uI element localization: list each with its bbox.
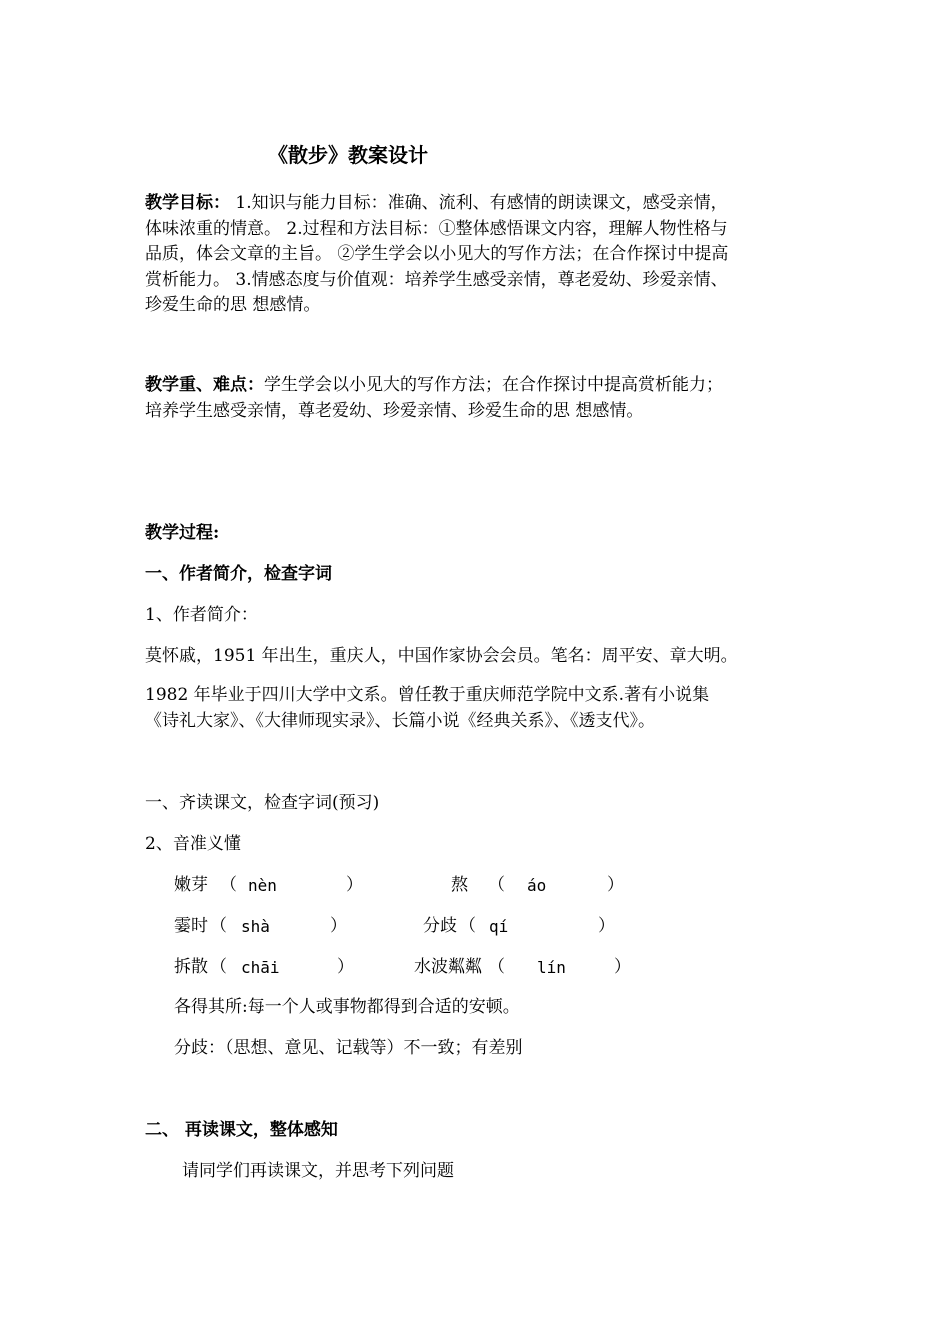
- vocab-paren-open: （: [488, 957, 505, 977]
- objectives-line: 1.知识与能力目标：准确、流利、有感情的朗读课文，感受亲情，: [230, 193, 728, 213]
- vocab-paren-open: （: [220, 875, 237, 895]
- keypoints-line: 学生学会以小见大的写作方法；在合作探讨中提高赏析能力；: [264, 375, 723, 395]
- key-difficult-points: [145, 373, 815, 424]
- vocab-paren-close: ）: [330, 916, 347, 936]
- vocab-word: 熬: [451, 875, 468, 895]
- vocab-pinyin: shà: [241, 917, 270, 936]
- objectives-line: 品质，体会文章的主旨。 ②学生学会以小见大的写作方法；在合作探讨中提高: [145, 244, 729, 264]
- page-title: 《散步》教案设计: [268, 143, 428, 167]
- vocab-word: 分歧: [423, 916, 457, 936]
- definition-1: 各得其所:每一个人或事物都得到合适的安顿。: [174, 997, 520, 1017]
- process-label: 教学过程:: [145, 523, 220, 543]
- vocab-paren-close: ）: [614, 957, 631, 977]
- author-career: 1982 年毕业于四川大学中文系。曾任教于重庆师范学院中文系.著有小说集 《诗礼大家》、《大律师现实录》、长篇小说《经典关系》、《透支代》。: [145, 685, 710, 731]
- objectives-line: 珍爱生命的思 想感情。: [145, 295, 321, 315]
- section2-heading: 二、 再读课文，整体感知: [145, 1120, 338, 1140]
- vocab-word: 拆散: [174, 957, 208, 977]
- read-heading: 一、齐读课文，检查字词(预习): [145, 793, 380, 813]
- vocab-pinyin: nèn: [248, 876, 277, 895]
- objectives-line: 体味浓重的情意。 2.过程和方法目标：①整体感悟课文内容，理解人物性格与: [145, 218, 728, 239]
- vocab-paren-close: ）: [598, 916, 615, 936]
- vocab-paren-close: ）: [346, 875, 363, 895]
- keypoints-label: 教学重、难点：: [145, 375, 264, 395]
- vocab-pinyin: qí: [489, 917, 509, 936]
- objectives-label: 教学目标：: [145, 193, 230, 213]
- section1-sub: 1、作者简介：: [145, 605, 258, 625]
- vocab-paren-open: （: [210, 916, 227, 936]
- vocab-word: 嫩芽: [174, 875, 208, 895]
- vocab-pinyin: lín: [537, 958, 566, 977]
- vocab-pinyin: chāi: [241, 958, 280, 977]
- vocab-paren-open: （: [210, 957, 227, 977]
- author-bio: 莫怀戚，1951 年出生，重庆人，中国作家协会会员。笔名：周平安、章大明。: [145, 646, 738, 666]
- teaching-objectives: [145, 191, 815, 319]
- keypoints-line: 培养学生感受亲情，尊老爱幼、珍爱亲情、珍爱生命的思 想感情。: [145, 400, 644, 421]
- vocab-word: 水波粼粼: [414, 957, 482, 977]
- vocab-paren-open: （: [488, 875, 505, 895]
- vocab-paren-close: ）: [607, 875, 624, 895]
- definition-2: 分歧：（思想、意见、记载等）不一致；有差别: [174, 1038, 523, 1058]
- section1-heading: 一、作者简介，检查字词: [145, 564, 332, 584]
- vocab-paren-open: （: [459, 916, 476, 936]
- read-sub: 2、音准义懂: [145, 834, 241, 854]
- vocab-paren-close: ）: [337, 957, 354, 977]
- vocab-word: 霎时: [174, 916, 208, 936]
- objectives-line: 赏析能力。 3.情感态度与价值观：培养学生感受亲情，尊老爱幼、珍爱亲情、: [145, 269, 728, 290]
- vocab-pinyin: áo: [527, 876, 547, 895]
- section2-prompt: 请同学们再读课文，并思考下列问题: [182, 1161, 454, 1181]
